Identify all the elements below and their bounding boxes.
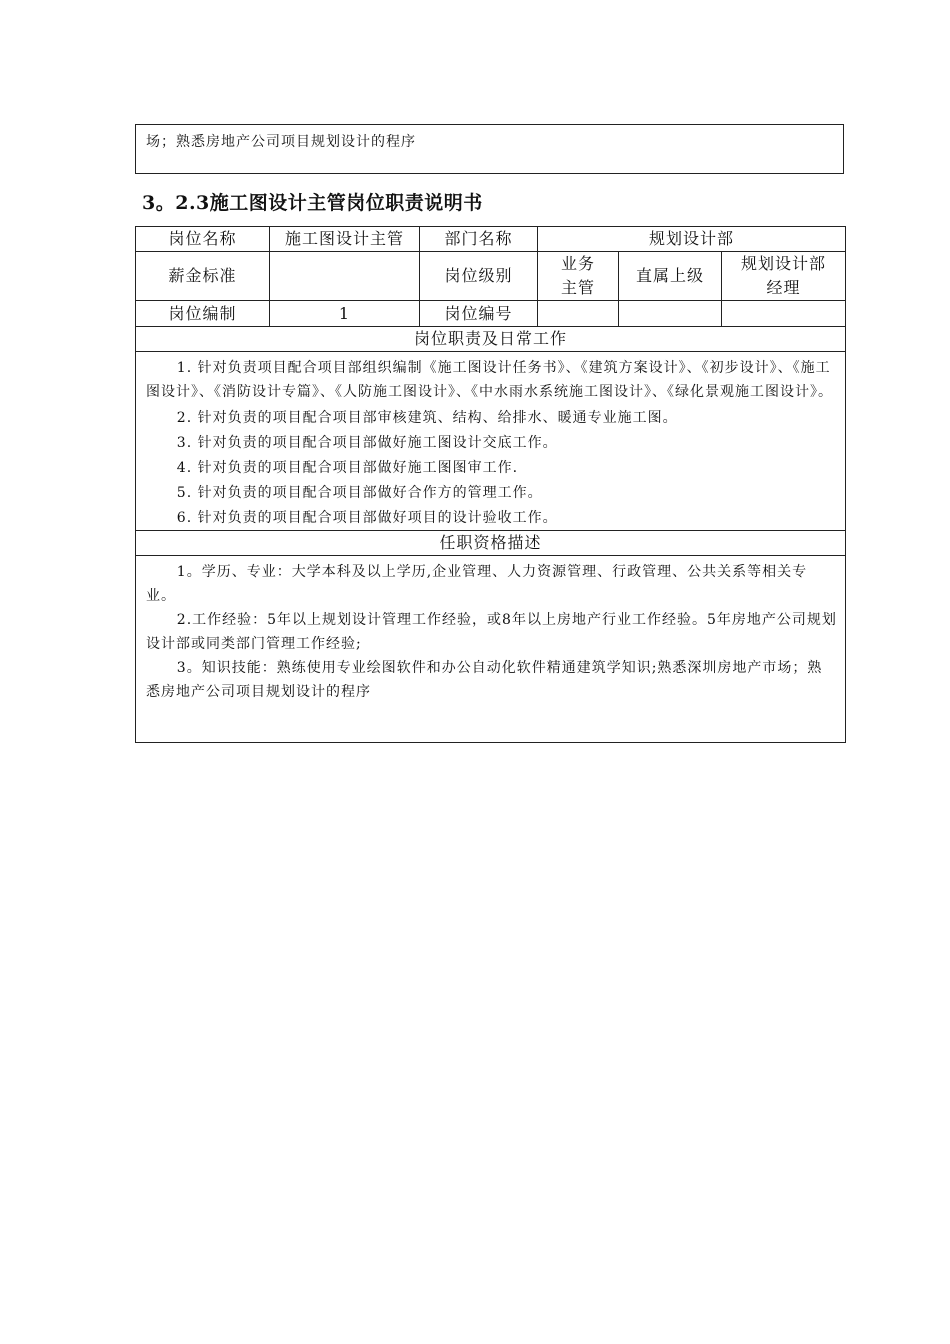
table-row [136, 227, 846, 252]
table-row [136, 531, 846, 556]
value-position-name: 施工图设计主管 [270, 227, 420, 252]
value-level-line2: 主管 [560, 278, 595, 297]
label-salary: 薪金标准 [136, 252, 270, 301]
duty-item: 2. 针对负责的项目配合项目部审核建筑、结构、给排水、暖通专业施工图。 [176, 410, 678, 426]
qualification-item: 2.工作经验：5年以上规划设计管理工作经验，或8年以上房地产行业工作经验。5年房地产公司规划设计部或同类部门管理工作经验; [146, 612, 837, 652]
table-row [136, 301, 846, 327]
label-department: 部门名称 [420, 227, 538, 252]
value-superior-line2: 经理 [766, 278, 801, 297]
value-level [538, 252, 619, 301]
label-position-code: 岗位编号 [420, 301, 538, 327]
value-level-line1: 业务 [560, 254, 595, 273]
value-quota: 1 [270, 301, 420, 327]
qualification-item: 1。学历、专业：大学本科及以上学历,企业管理、人力资源管理、行政管理、公共关系等相关专业。 [146, 564, 808, 604]
duty-item: 1. 针对负责项目配合项目部组织编制《施工图设计任务书》、《建筑方案设计》、《初步设计》、《施工图设计》、《消防设计专篇》、《人防施工图设计》、《中水雨水系统施工图设计》、《绿化景观施工图设计》。 [146, 360, 833, 400]
qualifications-header: 任职资格描述 [136, 531, 846, 556]
duties-content [136, 352, 846, 531]
continuation-text-box [135, 124, 844, 174]
label-quota: 岗位编制 [136, 301, 270, 327]
value-salary [270, 252, 420, 301]
duty-item: 6. 针对负责的项目配合项目部做好项目的设计验收工作。 [176, 510, 558, 526]
value-department: 规划设计部 [538, 227, 846, 252]
duty-item: 5. 针对负责的项目配合项目部做好合作方的管理工作。 [176, 485, 543, 501]
section-title: 3。2.3施工图设计主管岗位职责说明书 [142, 192, 483, 214]
label-position-name: 岗位名称 [136, 227, 270, 252]
table-row [136, 327, 846, 352]
empty-cell [619, 301, 722, 327]
value-superior-line1: 规划设计部 [740, 254, 826, 273]
qualifications-content [136, 556, 846, 743]
duty-item: 3. 针对负责的项目配合项目部做好施工图设计交底工作。 [176, 435, 558, 451]
label-superior: 直属上级 [619, 252, 722, 301]
label-level: 岗位级别 [420, 252, 538, 301]
job-description-table [135, 226, 846, 743]
qualification-item: 3。知识技能：熟练使用专业绘图软件和办公自动化软件精通建筑学知识;熟悉深圳房地产市场；熟悉房地产公司项目规划设计的程序 [146, 660, 823, 700]
empty-cell [722, 301, 846, 327]
value-position-code [538, 301, 619, 327]
table-row [136, 252, 846, 301]
value-superior [722, 252, 846, 301]
duty-item: 4. 针对负责的项目配合项目部做好施工图图审工作. [176, 460, 519, 476]
continuation-text: 场；熟悉房地产公司项目规划设计的程序 [146, 134, 416, 150]
table-row [136, 556, 846, 743]
duties-header: 岗位职责及日常工作 [136, 327, 846, 352]
table-row [136, 352, 846, 531]
